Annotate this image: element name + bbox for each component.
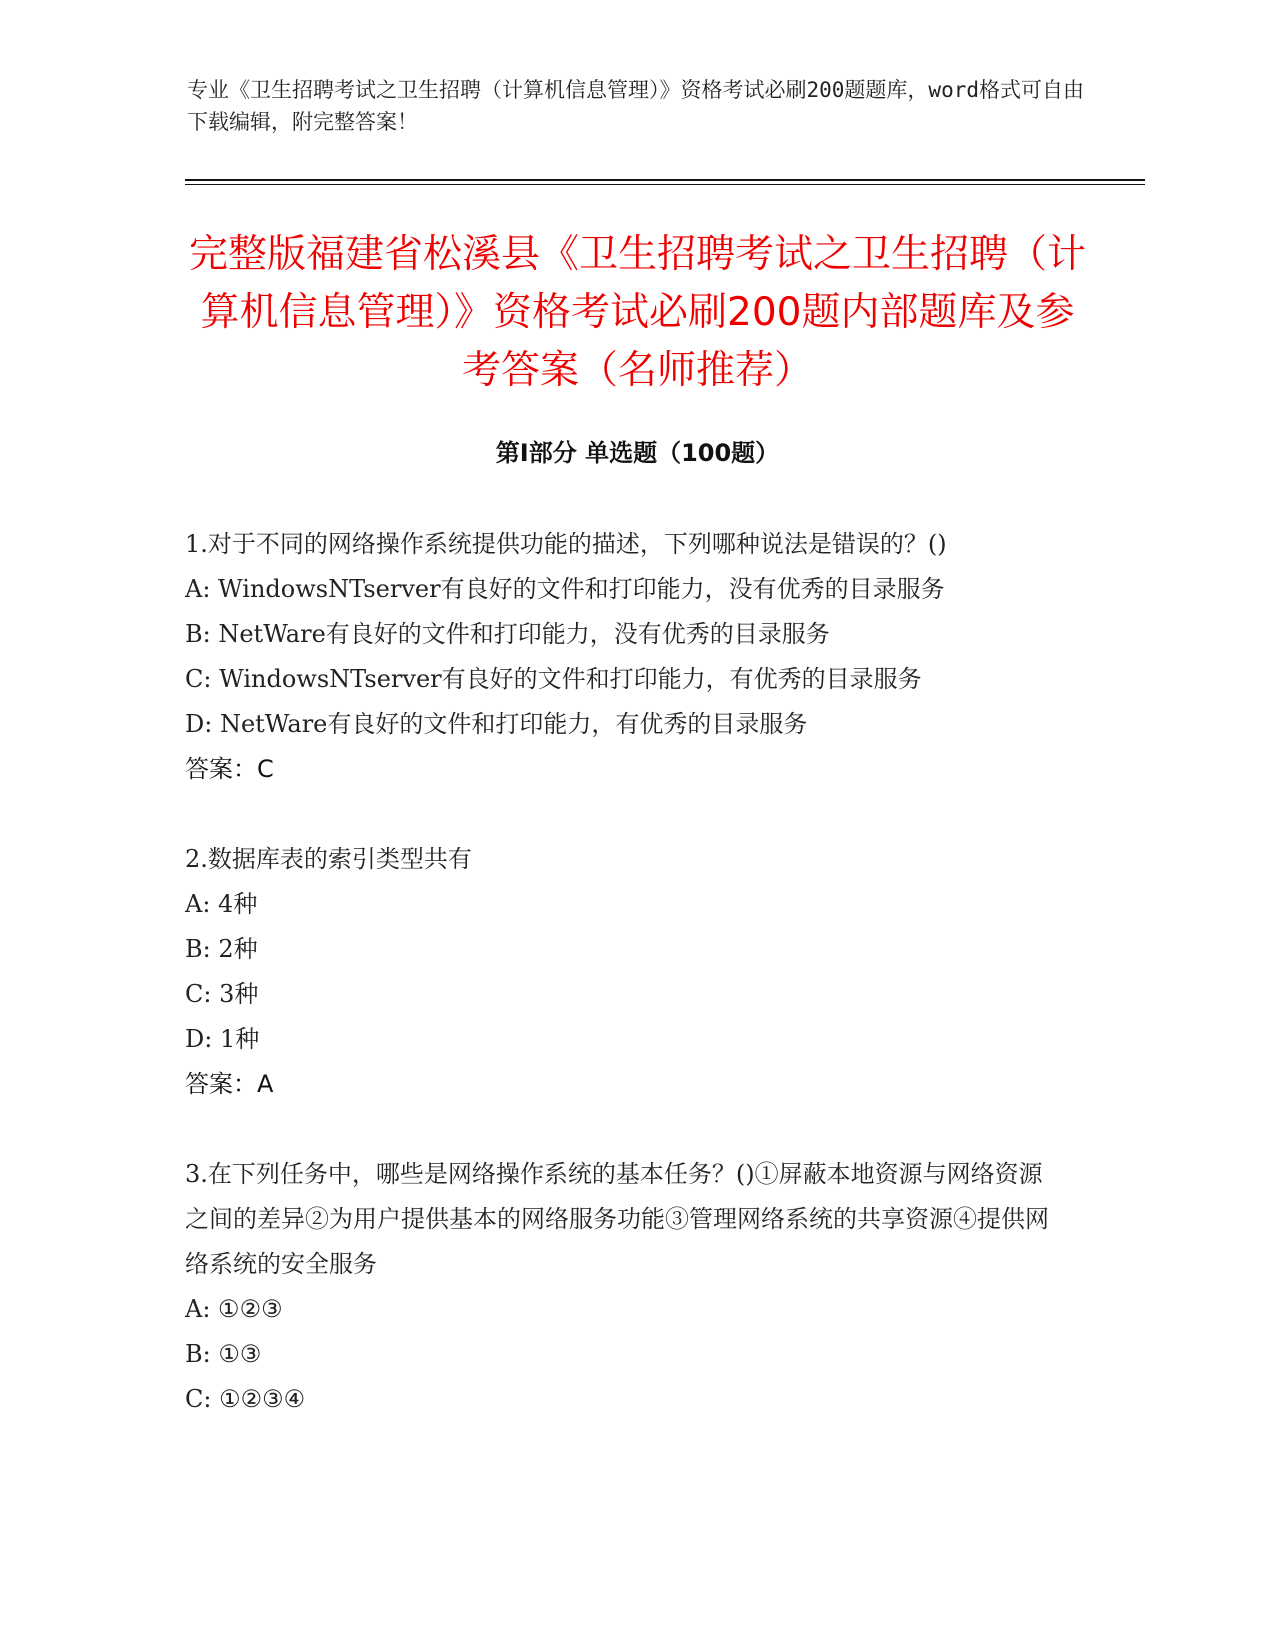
question-2	[185, 837, 1065, 1107]
option-c: C: WindowsNTserver有良好的文件和打印能力，有优秀的目录服务	[185, 665, 922, 693]
answer: 答案：C	[185, 755, 274, 783]
question-3	[185, 1152, 1065, 1422]
question-list	[185, 522, 1065, 1467]
option-b: B: 2种	[185, 935, 258, 963]
option-d: D: 1种	[185, 1025, 260, 1053]
option-c: C: 3种	[185, 980, 259, 1008]
header-divider-thin	[185, 184, 1145, 185]
question-text: 2.数据库表的索引类型共有	[185, 845, 472, 873]
answer: 答案：A	[185, 1070, 274, 1098]
option-a: A: ①②③	[185, 1295, 283, 1323]
section-heading: 第Ⅰ部分 单选题（100题）	[495, 439, 780, 467]
option-b: B: NetWare有良好的文件和打印能力，没有优秀的目录服务	[185, 620, 830, 648]
question-text: 3.在下列任务中，哪些是网络操作系统的基本任务？()①屏蔽本地资源与网络资源之间的差异②为用户提供基本的网络服务功能③管理网络系统的共享资源④提供网络系统的安全服务	[185, 1160, 1049, 1278]
option-d: D: NetWare有良好的文件和打印能力，有优秀的目录服务	[185, 710, 808, 738]
option-c: C: ①②③④	[185, 1385, 306, 1413]
question-text: 1.对于不同的网络操作系统提供功能的描述，下列哪种说法是错误的？()	[185, 530, 947, 558]
document-title: 完整版福建省松溪县《卫生招聘考试之卫生招聘（计算机信息管理）》资格考试必刷200题内部题库及参考答案（名师推荐）	[188, 232, 1086, 393]
option-a: A: 4种	[185, 890, 258, 918]
option-a: A: WindowsNTserver有良好的文件和打印能力，没有优秀的目录服务	[185, 575, 945, 603]
header-divider	[185, 179, 1145, 181]
question-1	[185, 522, 1065, 792]
option-b: B: ①③	[185, 1340, 262, 1368]
header-note: 专业《卫生招聘考试之卫生招聘（计算机信息管理）》资格考试必刷200题题库，word格式可自由下载编辑，附完整答案！	[187, 78, 1084, 134]
